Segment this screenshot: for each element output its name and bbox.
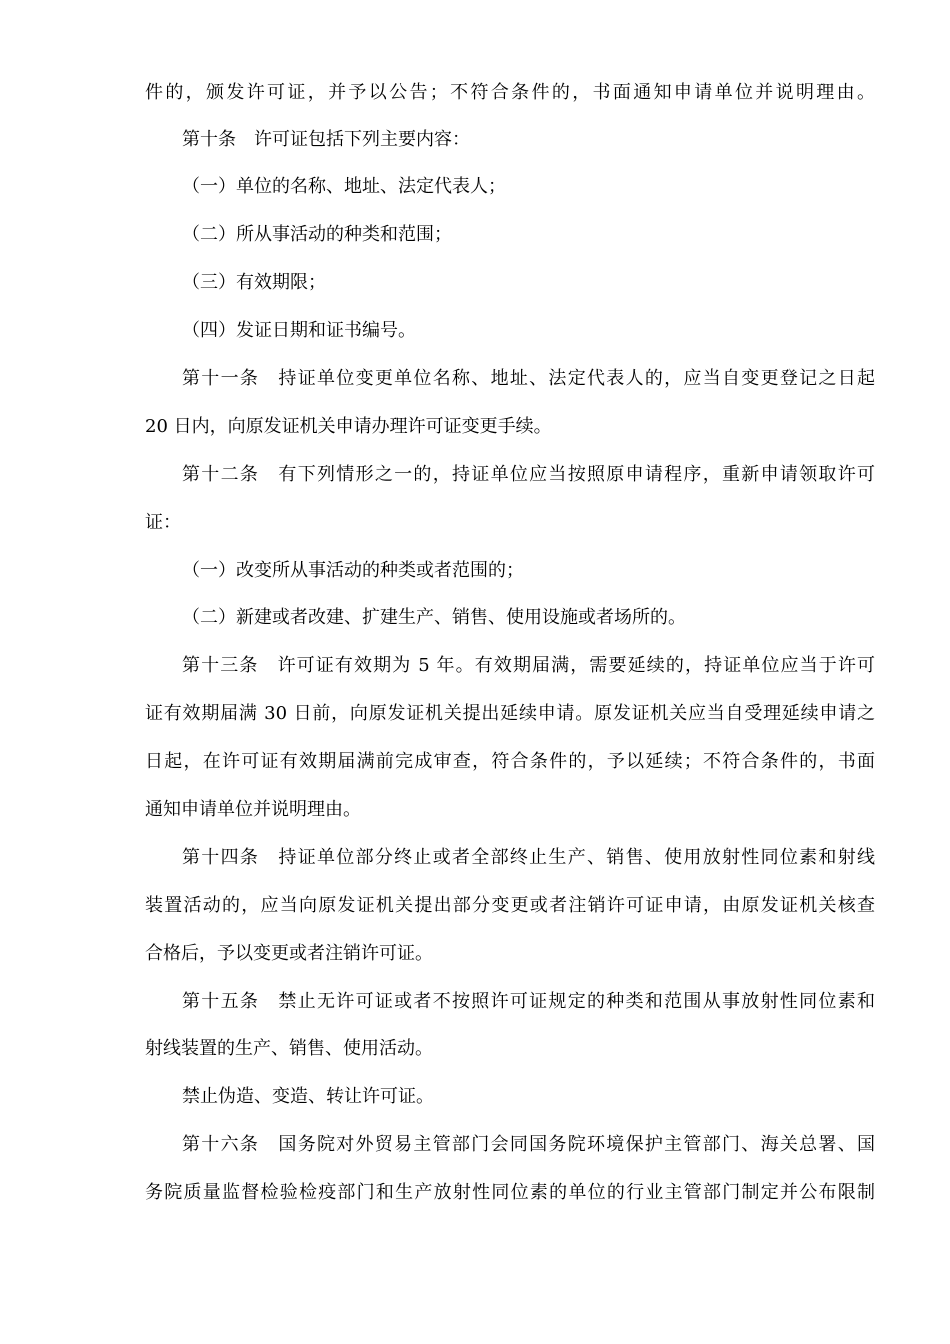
text-line: 禁止伪造、变造、转让许可证。 <box>182 1086 434 1107</box>
text-line: 证有效期届满 30 日前，向原发证机关提出延续申请。原发证机关应当自受理延续申请之 <box>145 703 875 724</box>
text-line: 日起，在许可证有效期届满前完成审查，符合条件的，予以延续；不符合条件的，书面 <box>145 751 875 772</box>
text-line: 件的，颁发许可证，并予以公告；不符合条件的，书面通知申请单位并说明理由。 <box>145 82 875 103</box>
list-item: （一）改变所从事活动的种类或者范围的； <box>182 560 524 581</box>
list-item: （一）单位的名称、地址、法定代表人； <box>182 176 506 197</box>
list-item: （二）所从事活动的种类和范围； <box>182 224 452 245</box>
article-11-line: 第十一条 持证单位变更单位名称、地址、法定代表人的，应当自变更登记之日起 <box>182 368 875 389</box>
article-13-line: 第十三条 许可证有效期为 5 年。有效期届满，需要延续的，持证单位应当于许可 <box>182 655 875 676</box>
list-item: （四）发证日期和证书编号。 <box>182 320 416 341</box>
list-item: （三）有效期限； <box>182 272 326 293</box>
article-12-line: 第十二条 有下列情形之一的，持证单位应当按照原申请程序，重新申请领取许可 <box>182 464 875 485</box>
text-line: 通知申请单位并说明理由。 <box>145 799 361 820</box>
article-14-line: 第十四条 持证单位部分终止或者全部终止生产、销售、使用放射性同位素和射线 <box>182 847 875 868</box>
text-line: 射线装置的生产、销售、使用活动。 <box>145 1038 433 1059</box>
text-line: 合格后，予以变更或者注销许可证。 <box>145 943 433 964</box>
text-line: 装置活动的，应当向原发证机关提出部分变更或者注销许可证申请，由原发证机关核查 <box>145 895 875 916</box>
article-15-line: 第十五条 禁止无许可证或者不按照许可证规定的种类和范围从事放射性同位素和 <box>182 991 875 1012</box>
article-16-line: 第十六条 国务院对外贸易主管部门会同国务院环境保护主管部门、海关总署、国 <box>182 1134 875 1155</box>
list-item: （二）新建或者改建、扩建生产、销售、使用设施或者场所的。 <box>182 607 686 628</box>
article-10-heading: 第十条 许可证包括下列主要内容： <box>182 129 470 150</box>
text-line: 务院质量监督检验检疫部门和生产放射性同位素的单位的行业主管部门制定并公布限制 <box>145 1182 875 1203</box>
text-line: 20 日内，向原发证机关申请办理许可证变更手续。 <box>145 416 552 437</box>
text-line: 证： <box>145 512 181 533</box>
